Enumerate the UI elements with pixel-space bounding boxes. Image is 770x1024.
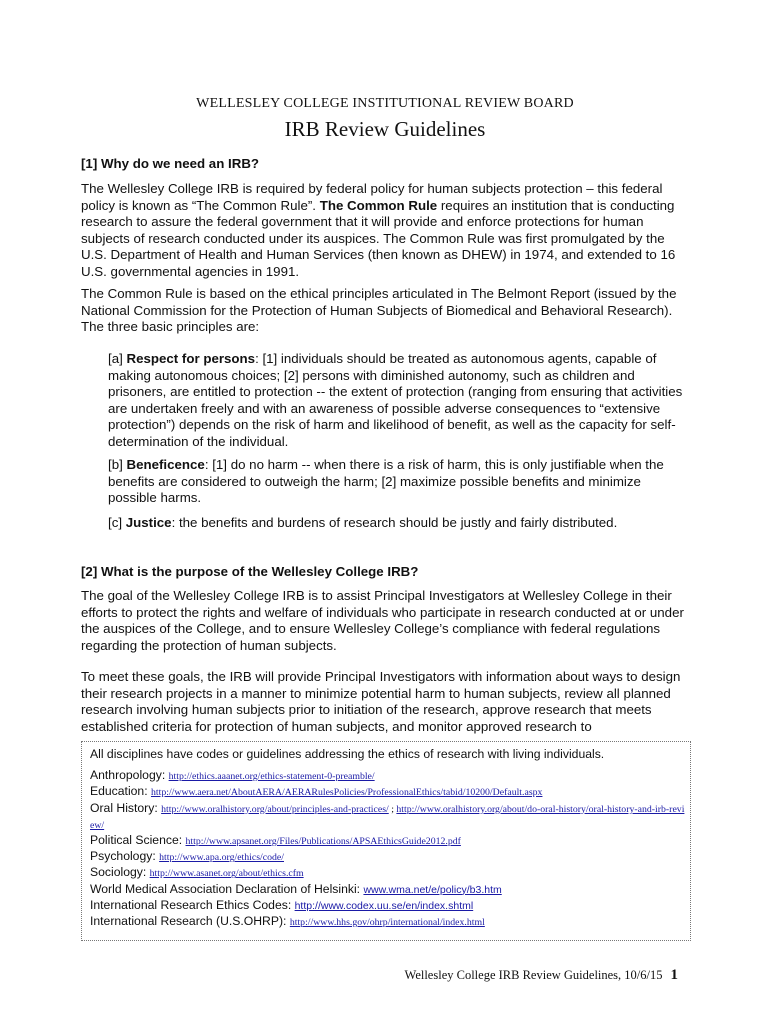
section1-heading: [1] Why do we need an IRB? bbox=[81, 156, 260, 171]
footer-text: Wellesley College IRB Review Guidelines, 10/6/15 bbox=[404, 968, 663, 982]
box-label: Psychology: bbox=[90, 849, 160, 864]
box-label: Anthropology: bbox=[90, 768, 169, 783]
box-item-anthropology bbox=[90, 768, 685, 784]
page-number: 1 bbox=[670, 967, 678, 983]
principle-a-title: Respect for persons bbox=[126, 351, 256, 366]
oral-history-link-1[interactable]: http://www.oralhistory.org/about/principles-and-practices/ bbox=[161, 803, 389, 815]
box-label: International Research Ethics Codes: bbox=[90, 897, 295, 912]
box-label: International Research (U.S.OHRP): bbox=[90, 914, 290, 929]
political-science-link[interactable]: http://www.apsanet.org/Files/Publications/APSAEthicsGuide2012.pdf bbox=[185, 836, 461, 848]
codex-link[interactable]: http://www.codex.uu.se/en/index.shtml bbox=[294, 899, 474, 912]
principle-beneficence bbox=[108, 457, 693, 507]
p1-text-a: The Wellesley College IRB is required by federal policy for human subjects protection – this federal policy is known as “The Common Rule”. bbox=[81, 181, 663, 213]
institution-header: WELLESLEY COLLEGE INSTITUTIONAL REVIEW BOARD bbox=[196, 96, 574, 111]
box-intro: All disciplines have codes or guidelines addressing the ethics of research with living individuals. bbox=[90, 747, 605, 761]
common-rule-bold: The Common Rule bbox=[319, 197, 438, 213]
section1-paragraph1 bbox=[81, 181, 691, 281]
principle-justice bbox=[108, 515, 693, 532]
box-item-international-ohrp bbox=[90, 914, 685, 930]
principle-c-prefix: [c] bbox=[108, 515, 126, 530]
box-item-helsinki bbox=[90, 882, 685, 898]
education-link[interactable]: http://www.aera.net/AboutAERA/AERARulesPolicies/ProfessionalEthics/tabid/10200/Default.aspx bbox=[150, 787, 543, 799]
box-item-international-codes bbox=[90, 898, 685, 914]
principle-a-text: : [1] individuals should be treated as autonomous agents, capable of making autonomous choices; [2] persons with diminished autonomy, such as children and prisoners, are entitled to protection -- the extent of protection (ranging from ensuring that activities are undertaken freely and with an awareness of possible adverse consequences to “extensive protection”) depends on the risk of harm and likelihood of benefit, as well as the capacity for self-determination of the individual. bbox=[108, 351, 683, 449]
oral-history-link-2[interactable]: http://www.oralhistory.org/about/do-oral-history/oral-history-and-irb-review/ bbox=[90, 803, 685, 831]
principle-c-title: Justice bbox=[125, 515, 172, 530]
principle-c-text: : the benefits and burdens of research should be justly and fairly distributed. bbox=[171, 515, 618, 530]
box-label: Education: bbox=[90, 784, 151, 799]
helsinki-link[interactable]: www.wma.net/e/policy/b3.htm bbox=[363, 883, 502, 896]
ethics-codes-box bbox=[81, 741, 691, 941]
principle-b-text: : [1] do no harm -- when there is a risk of harm, this is only justifiable when the benefits are considered to outweigh the harm; [2] maximize possible benefits and minimize possible harms. bbox=[108, 457, 664, 506]
principle-b-title: Beneficence bbox=[126, 457, 205, 472]
page-footer bbox=[405, 967, 678, 984]
box-label: Oral History: bbox=[90, 800, 162, 815]
principle-respect bbox=[108, 351, 693, 451]
box-item-education bbox=[90, 784, 685, 800]
box-label: Sociology: bbox=[90, 865, 150, 880]
section2-paragraph2: To meet these goals, the IRB will provide Principal Investigators with information about ways to design their research projects in a manner to minimize potential harm to human subjects, review all planned research involving human subjects prior to initiation of the research, approve research that meets established criteria for protection of human subjects, and monitor approved research to bbox=[81, 669, 681, 734]
principle-b-prefix: [b] bbox=[108, 457, 127, 472]
box-label: World Medical Association Declaration of Helsinki: bbox=[90, 881, 364, 896]
section1-paragraph2: The Common Rule is based on the ethical principles articulated in The Belmont Report (issued by the National Commission for the Protection of Human Subjects of Biomedical and Behavioral Research). The three basic principles are: bbox=[81, 286, 677, 335]
box-item-political-science bbox=[90, 833, 685, 849]
box-label: Political Science: bbox=[90, 833, 186, 848]
section2-paragraph1: The goal of the Wellesley College IRB is to assist Principal Investigators at Wellesley College in their efforts to protect the rights and welfare of individuals who participate in research conducted at or under the auspices of the College, and to ensure Wellesley College’s compliance with federal regulations regarding the protection of human subjects. bbox=[81, 588, 684, 653]
psychology-link[interactable]: http://www.apa.org/ethics/code/ bbox=[159, 852, 284, 864]
section2-heading: [2] What is the purpose of the Wellesley College IRB? bbox=[81, 564, 419, 579]
ohrp-link[interactable]: http://www.hhs.gov/ohrp/international/index.html bbox=[289, 917, 485, 929]
anthropology-link[interactable]: http://ethics.aaanet.org/ethics-statement-0-preamble/ bbox=[168, 771, 375, 783]
box-item-psychology bbox=[90, 849, 685, 865]
principle-a-prefix: [a] bbox=[108, 351, 127, 366]
box-item-sociology bbox=[90, 865, 685, 881]
sociology-link[interactable]: http://www.asanet.org/about/ethics.cfm bbox=[149, 868, 304, 880]
box-item-oral-history bbox=[90, 801, 685, 833]
link-separator: ; bbox=[388, 803, 397, 815]
p1-text-b: requires an institution that is conducting research to assure the federal government that it will provide and enforce protections for human subjects of research conducted under its auspices. The Common Rule was first promulgated by the U.S. Department of Health and Human Services (then known as DHEW) in 1974, and extended to 16 U.S. governmental agencies in 1991. bbox=[81, 197, 676, 279]
document-title: IRB Review Guidelines bbox=[284, 117, 486, 141]
